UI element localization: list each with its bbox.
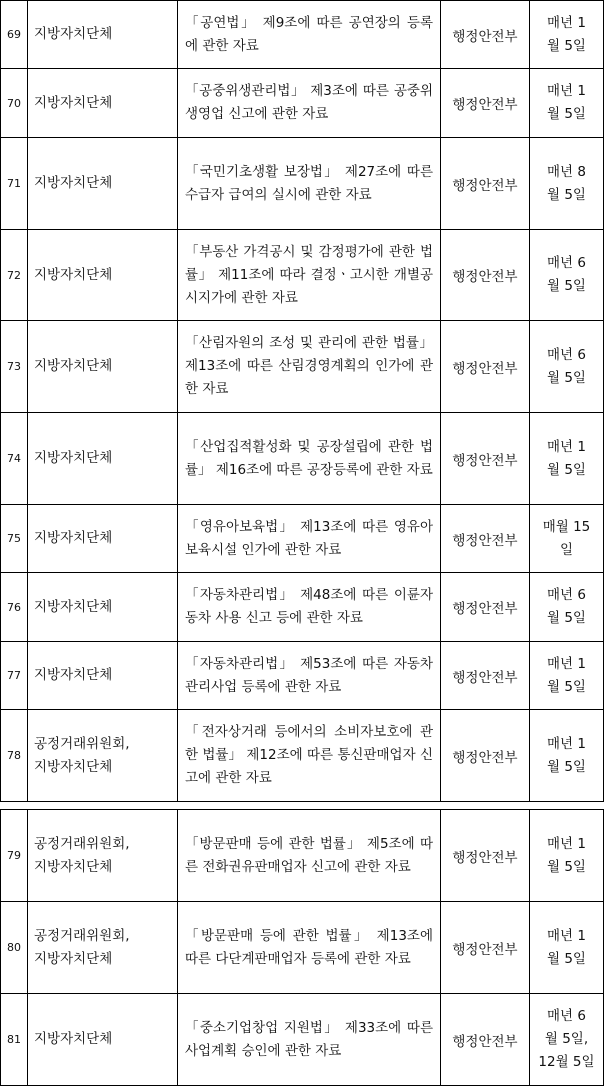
- period-line: 일: [559, 541, 574, 558]
- period-line: 매년 1: [547, 14, 586, 31]
- description-cell: 「방문판매 등에 관한 법률」 제13조에 따른 다단계판매업자 등록에 관한 자료: [178, 902, 441, 994]
- description-cell: 「부동산 가격공시 및 감정평가에 관한 법률」 제11조에 따라 결정ㆍ고시한 개별공시지가에 관한 자료: [178, 230, 441, 321]
- row-number: 73: [1, 321, 28, 413]
- description-cell: 「공연법」 제9조에 따른 공연장의 등록에 관한 자료: [178, 1, 441, 69]
- description-cell: 「산림자원의 조성 및 관리에 관한 법률」 제13조에 따른 산림경영계획의 인가에 관한 자료: [178, 321, 441, 413]
- department-cell: 행정안전부: [441, 230, 530, 321]
- description-cell: 「영유아보육법」 제13조에 따른 영유아보육시설 인가에 관한 자료: [178, 505, 441, 573]
- institution-line: 지방자치단체: [34, 667, 113, 683]
- table-body-top: [1, 1, 604, 802]
- department-cell: 행정안전부: [441, 994, 530, 1086]
- table-row: [1, 902, 604, 994]
- period-line: 매년 1: [547, 835, 586, 852]
- period-line: 매년 1: [547, 83, 586, 99]
- department-cell: 행정안전부: [441, 321, 530, 413]
- institution-line: 지방자치단체: [34, 530, 113, 546]
- table-row: [1, 69, 604, 138]
- institution-cell: [28, 642, 178, 710]
- period-cell: [530, 810, 604, 902]
- row-number: 80: [1, 902, 28, 994]
- period-line: 매년 1: [547, 735, 586, 752]
- description-cell: 「국민기초생활 보장법」 제27조에 따른 수급자 급여의 실시에 관한 자료: [178, 138, 441, 230]
- table-row: [1, 642, 604, 710]
- period-cell: [530, 994, 604, 1086]
- description-cell: 「자동차관리법」 제48조에 따른 이륜자동차 사용 신고 등에 관한 자료: [178, 573, 441, 642]
- table-row: [1, 710, 604, 802]
- period-line: 매년 6: [547, 587, 586, 603]
- institution-cell: [28, 710, 178, 802]
- institution-line: 공정거래위원회,: [34, 927, 130, 944]
- period-line: 월 5일: [547, 678, 586, 695]
- row-number: 75: [1, 505, 28, 573]
- period-cell: [530, 710, 604, 802]
- institution-line: 지방자치단체: [34, 94, 113, 111]
- table-row: [1, 505, 604, 573]
- row-number: 72: [1, 230, 28, 321]
- table-row: [1, 230, 604, 321]
- row-number: 81: [1, 994, 28, 1086]
- description-cell: 「중소기업창업 지원법」 제33조에 따른 사업계획 승인에 관한 자료: [178, 994, 441, 1086]
- period-line: 매년 1: [547, 927, 586, 944]
- description-cell: 「전자상거래 등에서의 소비자보호에 관한 법률」 제12조에 따른 통신판매업자 신고에 관한 자료: [178, 710, 441, 802]
- period-line: 월 5일,: [544, 1031, 589, 1047]
- institution-cell: [28, 810, 178, 902]
- institution-line: 지방자치단체: [34, 1031, 113, 1047]
- institution-cell: [28, 573, 178, 642]
- department-cell: 행정안전부: [441, 69, 530, 138]
- period-line: 매년 6: [547, 346, 586, 363]
- institution-line: 지방자치단체: [34, 858, 113, 875]
- table-row: [1, 810, 604, 902]
- period-line: 월 5일: [547, 610, 586, 626]
- department-cell: 행정안전부: [441, 710, 530, 802]
- institution-line: 지방자치단체: [34, 175, 113, 191]
- department-cell: 행정안전부: [441, 573, 530, 642]
- institution-line: 공정거래위원회,: [34, 835, 130, 852]
- department-cell: 행정안전부: [441, 413, 530, 505]
- department-cell: 행정안전부: [441, 505, 530, 573]
- row-number: 76: [1, 573, 28, 642]
- department-cell: 행정안전부: [441, 810, 530, 902]
- period-line: 매년 1: [547, 655, 586, 672]
- period-line: 매년 1: [547, 438, 586, 455]
- row-number: 77: [1, 642, 28, 710]
- period-line: 월 5일: [547, 369, 586, 386]
- period-line: 월 5일: [547, 858, 586, 875]
- table-row: [1, 1, 604, 69]
- institution-line: 지방자치단체: [34, 358, 113, 374]
- period-cell: [530, 505, 604, 573]
- row-number: 69: [1, 1, 28, 69]
- department-cell: 행정안전부: [441, 642, 530, 710]
- period-cell: [530, 69, 604, 138]
- table-body-bottom: [1, 810, 604, 1086]
- period-line: 월 5일: [547, 106, 586, 122]
- institution-line: 지방자치단체: [34, 758, 113, 775]
- institution-cell: [28, 321, 178, 413]
- period-line: 월 5일: [547, 278, 586, 294]
- institution-line: 지방자치단체: [34, 26, 113, 42]
- table-row: [1, 138, 604, 230]
- period-line: 월 5일: [547, 758, 586, 775]
- period-line: 매년 8: [547, 163, 586, 180]
- institution-cell: [28, 902, 178, 994]
- period-cell: [530, 321, 604, 413]
- period-cell: [530, 413, 604, 505]
- period-line: 매월 15: [542, 518, 591, 535]
- row-number: 79: [1, 810, 28, 902]
- description-cell: 「자동차관리법」 제53조에 따른 자동차관리사업 등록에 관한 자료: [178, 642, 441, 710]
- row-number: 78: [1, 710, 28, 802]
- institution-line: 지방자치단체: [34, 450, 113, 466]
- row-number: 71: [1, 138, 28, 230]
- row-number: 74: [1, 413, 28, 505]
- institution-cell: [28, 505, 178, 573]
- institution-cell: [28, 138, 178, 230]
- institution-line: 공정거래위원회,: [34, 735, 130, 752]
- period-line: 월 5일: [547, 186, 586, 203]
- institution-cell: [28, 994, 178, 1086]
- table-row: [1, 413, 604, 505]
- institution-cell: [28, 69, 178, 138]
- period-cell: [530, 902, 604, 994]
- department-cell: 행정안전부: [441, 1, 530, 69]
- table-row: [1, 994, 604, 1086]
- institution-line: 지방자치단체: [34, 266, 113, 283]
- period-line: 12월 5일: [538, 1054, 595, 1070]
- period-line: 월 5일: [547, 37, 586, 54]
- period-cell: [530, 230, 604, 321]
- department-cell: 행정안전부: [441, 902, 530, 994]
- institution-cell: [28, 1, 178, 69]
- description-cell: 「공중위생관리법」 제3조에 따른 공중위생영업 신고에 관한 자료: [178, 69, 441, 138]
- department-cell: 행정안전부: [441, 138, 530, 230]
- institution-cell: [28, 230, 178, 321]
- description-cell: 「방문판매 등에 관한 법률」 제5조에 따른 전화권유판매업자 신고에 관한 자료: [178, 810, 441, 902]
- period-cell: [530, 573, 604, 642]
- table-row: [1, 573, 604, 642]
- institution-cell: [28, 413, 178, 505]
- table-row: [1, 321, 604, 413]
- period-cell: [530, 642, 604, 710]
- institution-line: 지방자치단체: [34, 598, 113, 615]
- description-cell: 「산업집적활성화 및 공장설립에 관한 법률」 제16조에 따른 공장등록에 관한 자료: [178, 413, 441, 505]
- period-cell: [530, 1, 604, 69]
- period-line: 월 5일: [547, 461, 586, 478]
- period-line: 월 5일: [547, 950, 586, 967]
- data-table-bottom: [0, 809, 604, 1086]
- row-number: 70: [1, 69, 28, 138]
- period-cell: [530, 138, 604, 230]
- period-line: 매년 6: [547, 255, 586, 271]
- institution-line: 지방자치단체: [34, 950, 113, 967]
- period-line: 매년 6: [547, 1008, 586, 1024]
